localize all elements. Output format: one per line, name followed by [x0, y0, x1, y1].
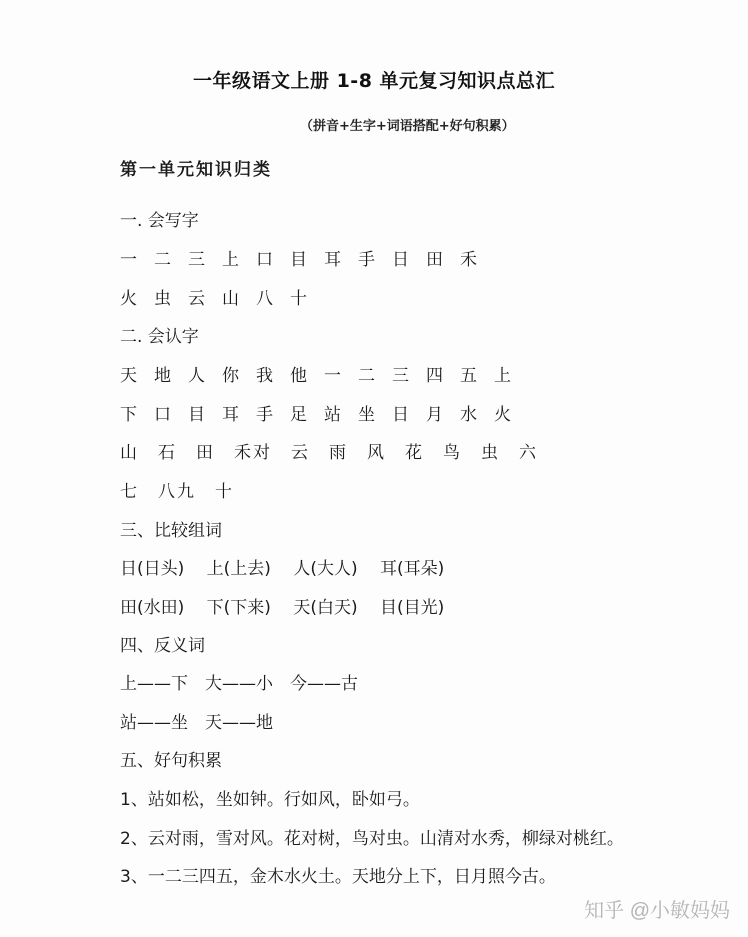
character: 手 — [358, 250, 378, 270]
write-row-1 — [120, 245, 494, 270]
antonym-section-title: 四、反义词 — [120, 636, 205, 656]
character: 一 — [324, 366, 344, 386]
character: 火 — [494, 405, 514, 425]
character: 站 — [324, 405, 344, 425]
character: 山 — [222, 289, 242, 309]
character: 耳 — [222, 405, 242, 425]
antonym-row-1: 上——下 大——小 今——古 — [120, 674, 358, 694]
character: 你 — [222, 366, 242, 386]
recognize-row-2 — [120, 400, 528, 425]
sentence-1: 1、站如松，坐如钟。行如风，卧如弓。 — [120, 790, 420, 810]
character: 目 — [290, 250, 310, 270]
antonym-row-2: 站——坐 天——地 — [120, 713, 273, 733]
character: 一 — [120, 250, 140, 270]
character: 虫 — [154, 289, 174, 309]
character: 耳 — [324, 250, 344, 270]
character: 上 — [222, 250, 242, 270]
character: 十 — [290, 289, 310, 309]
compare-section-title: 三、比较组词 — [120, 521, 222, 541]
recognize-row-4: 七 八九 十 — [120, 482, 234, 502]
character: 八 — [256, 289, 276, 309]
character: 天 — [120, 366, 140, 386]
character: 火 — [120, 289, 140, 309]
recognize-row-3: 山 石 田 禾对 云 雨 风 花 鸟 虫 六 — [120, 443, 538, 463]
character: 坐 — [358, 405, 378, 425]
character: 目 — [188, 405, 208, 425]
character: 三 — [392, 366, 412, 386]
character: 禾 — [460, 250, 480, 270]
character: 口 — [154, 405, 174, 425]
character: 下 — [120, 405, 140, 425]
character: 四 — [426, 366, 446, 386]
character: 地 — [154, 366, 174, 386]
sentence-3: 3、一二三四五，金木水火土。天地分上下，日月照今古。 — [120, 867, 556, 887]
character: 二 — [358, 366, 378, 386]
character: 人 — [188, 366, 208, 386]
sentence-2: 2、云对雨，雪对风。花对树，鸟对虫。山清对水秀，柳绿对桃红。 — [120, 829, 624, 849]
character: 田 — [426, 250, 446, 270]
character: 三 — [188, 250, 208, 270]
character: 水 — [460, 405, 480, 425]
character: 月 — [426, 405, 446, 425]
character: 上 — [494, 366, 514, 386]
write-row-2 — [120, 284, 324, 309]
character: 五 — [460, 366, 480, 386]
character: 我 — [256, 366, 276, 386]
character: 二 — [154, 250, 174, 270]
write-section-title: 一. 会写字 — [120, 211, 199, 231]
document-title: 一年级语文上册 1-8 单元复习知识点总汇 — [192, 70, 556, 92]
character: 足 — [290, 405, 310, 425]
character: 他 — [290, 366, 310, 386]
character: 口 — [256, 250, 276, 270]
sentence-section-title: 五、好句积累 — [120, 751, 222, 771]
recognize-section-title: 二. 会认字 — [120, 327, 199, 347]
compare-row-1: 日(日头) 上(上去) 人(大人) 耳(耳朵) — [120, 559, 445, 579]
character: 云 — [188, 289, 208, 309]
zhihu-watermark: 知乎 @小敏妈妈 — [584, 900, 730, 922]
compare-row-2: 田(水田) 下(下来) 天(白天) 目(目光) — [120, 598, 445, 618]
unit-heading: 第一单元知识归类 — [120, 160, 272, 180]
character: 日 — [392, 250, 412, 270]
document-subtitle: （拼音+生字+词语搭配+好句积累） — [300, 119, 515, 134]
recognize-row-1 — [120, 361, 528, 386]
character: 手 — [256, 405, 276, 425]
character: 日 — [392, 405, 412, 425]
